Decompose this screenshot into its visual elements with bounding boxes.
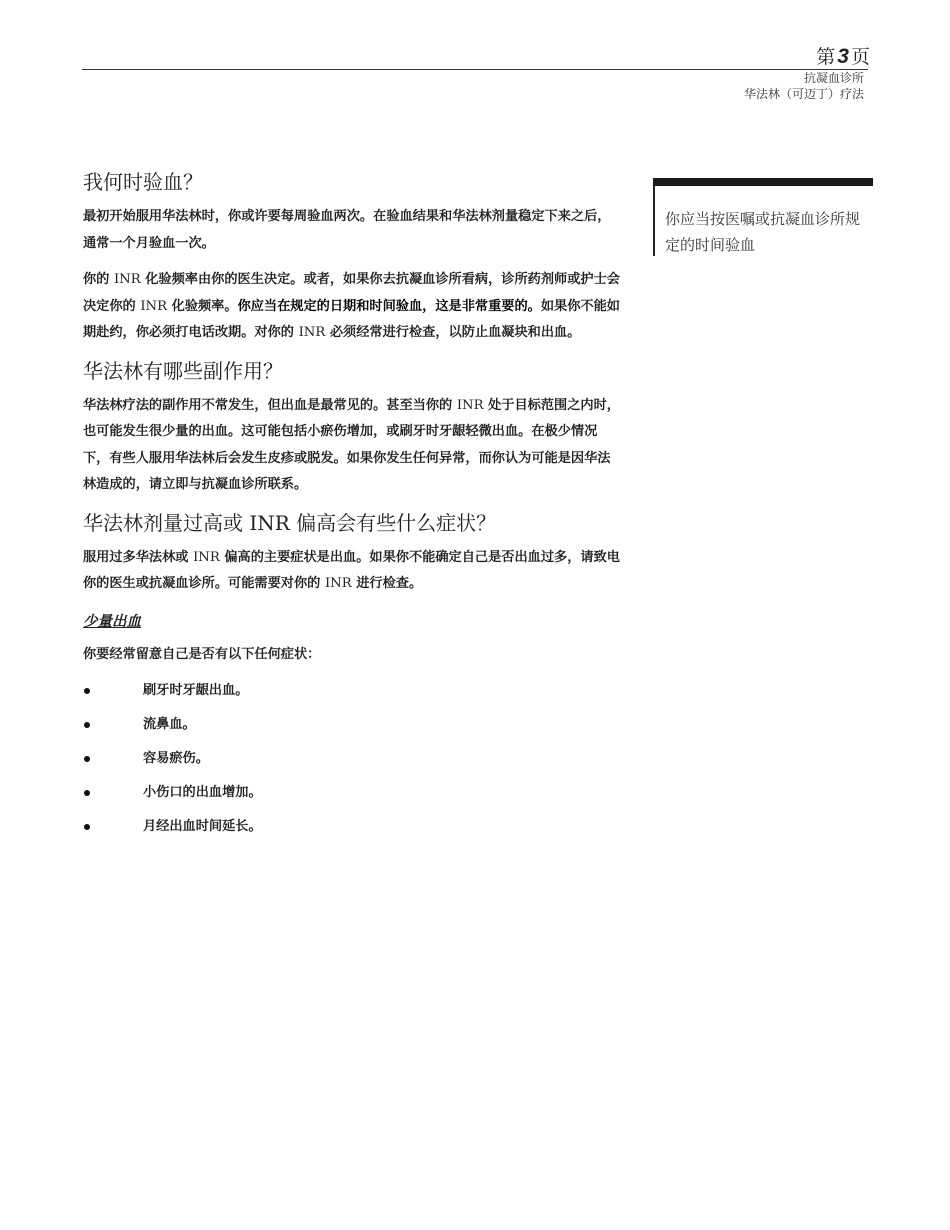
symptom-list <box>83 678 623 848</box>
paragraph-test-frequency: 最初开始服用华法林时，你或许要每周验血两次。在验血结果和华法林剂量稳定下来之后，通常一个月验血一次。 <box>83 209 611 251</box>
header-line-2: 华法林（可迈丁）疗法 <box>743 87 864 101</box>
bullet-icon <box>84 756 90 762</box>
sidebar-callout <box>653 178 873 254</box>
bullet-icon <box>84 790 90 796</box>
minor-bleeding-intro: 你要经常留意自己是否有以下任何症状： <box>83 646 321 662</box>
page-number <box>816 42 870 69</box>
bullet-icon <box>84 722 90 728</box>
header-line-1: 抗凝血诊所 <box>803 71 864 85</box>
paragraph-side-effects: 华法林疗法的副作用不常发生，但出血是最常见的。甚至当你的 INR 处于目标范围之内时，也可能发生很少量的出血。这可能包括小瘀伤增加，或刷牙时牙龈轻微出血。在极少情况下，有些人服用华法林后会发生皮疹或脱发。如果你发生任何异常，而你认为可能是因华法林造成的，请立即与抗凝血诊所联系。 <box>83 397 620 492</box>
section-title-side-effects: 华法林有哪些副作用？ <box>83 358 283 383</box>
list-item: 月经出血时间延长。 <box>83 814 623 848</box>
minor-bleeding-heading: 少量出血 <box>83 613 141 630</box>
list-item: 小伤口的出血增加。 <box>83 780 623 814</box>
list-item: 流鼻血。 <box>83 712 623 746</box>
list-item: 容易瘀伤。 <box>83 746 623 780</box>
page-suffix: 页 <box>850 46 870 68</box>
list-item: 刷牙时牙龈出血。 <box>83 678 623 712</box>
page-num: 3 <box>837 45 849 68</box>
page-prefix: 第 <box>816 46 836 68</box>
paragraph-inr-schedule: 你的 INR 化验频率由你的医生决定。或者，如果你去抗凝血诊所看病，诊所药剂师或护士会决定你的 INR 化验频率。你应当在规定的日期和时间验血，这是非常重要的。如果你不能如期赴约，你必须打电话改期。对你的 INR 必须经常进行检查，以防止血凝块和出血。 <box>83 272 620 340</box>
emphasis-text: 你应当在规定的日期和时间验血，这是非常重要的。 <box>237 298 541 314</box>
bullet-icon <box>84 688 90 694</box>
bullet-icon <box>84 824 90 830</box>
section-title-high-inr: 华法林剂量过高或 INR 偏高会有些什么症状？ <box>83 510 497 535</box>
main-content <box>83 168 623 848</box>
running-header <box>744 70 864 102</box>
paragraph-high-inr: 服用过多华法林或 INR 偏高的主要症状是出血。如果你不能确定自己是否出血过多，请致电你的医生或抗凝血诊所。可能需要对你的 INR 进行检查。 <box>83 549 620 591</box>
callout-text: 你应当按医嘱或抗凝血诊所规定的时间验血 <box>653 186 873 256</box>
callout-bar <box>653 178 873 186</box>
section-title-when-test: 我何时验血？ <box>83 170 203 194</box>
